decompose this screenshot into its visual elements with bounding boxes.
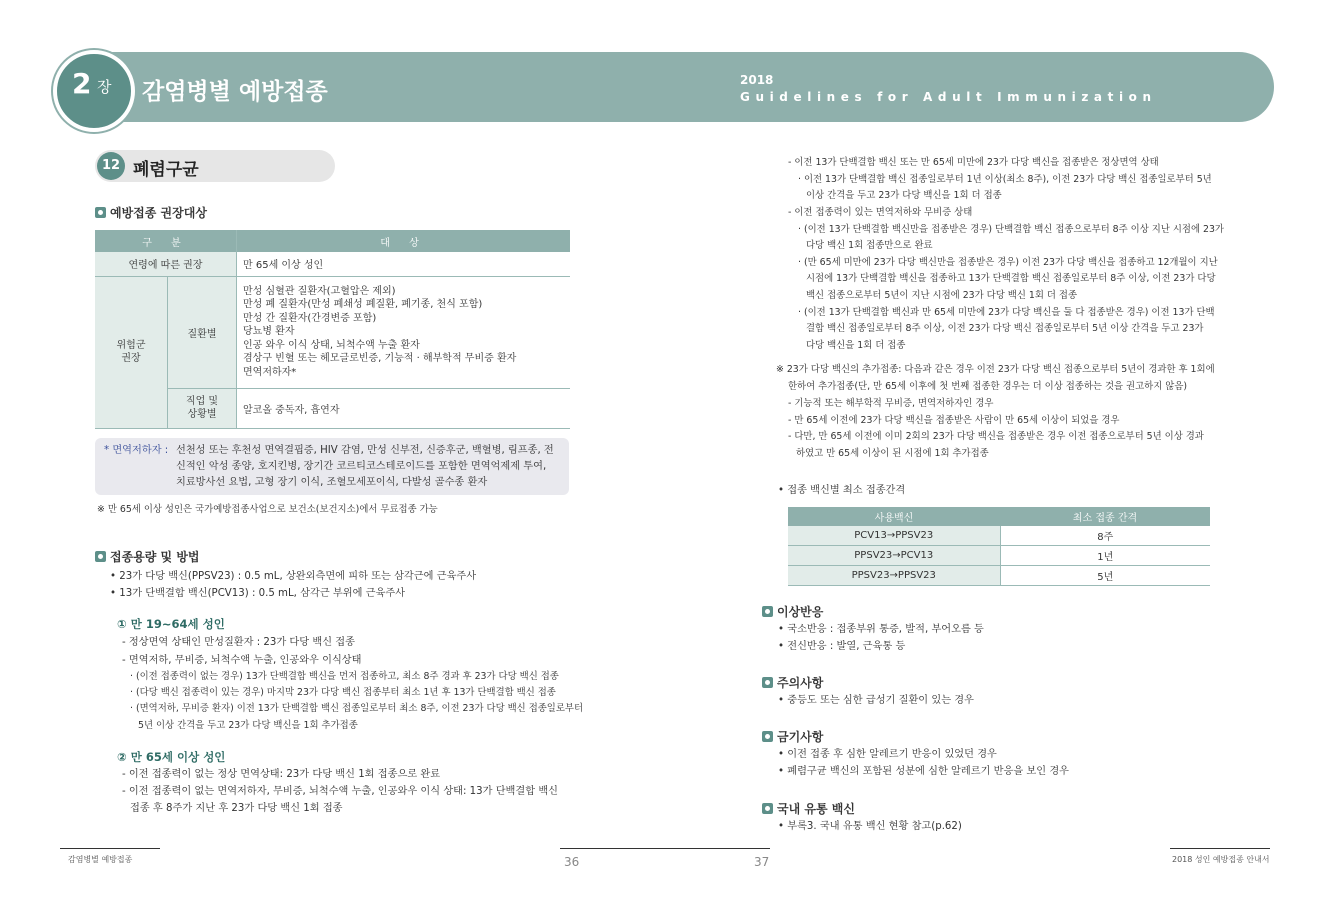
recommend-heading: 예방접종 권장대상	[95, 204, 207, 221]
caution-heading: 주의사항	[762, 674, 823, 691]
page-number-right: 37	[754, 855, 770, 869]
list-item: · (다당 백신 접종력이 있는 경우) 마지막 23가 다당 백신 접종부터 최소 1년 후 13가 단백결합 백신 접종	[130, 687, 556, 698]
footer-right-text: 2018 성인 예방접종 안내서	[1172, 855, 1270, 864]
vaccine-cell: PPSV23→PPSV23	[788, 566, 1000, 586]
list-item: 결합 백신 접종일로부터 8주 이상, 이전 23가 다당 백신 접종일로부터 5년 이상 간격을 두고 23가	[806, 323, 1204, 334]
chapter-number: 2	[72, 67, 92, 100]
vaccine-cell: PPSV23→PCV13	[788, 546, 1000, 566]
section-pill	[95, 150, 335, 182]
list-item: • 폐렴구균 백신의 포함된 성분에 심한 알레르기 반응을 보인 경우	[778, 766, 1070, 777]
header-year: 2018	[740, 73, 774, 87]
list-item: 다당 백신 1회 접종만으로 완료	[806, 240, 933, 251]
table-header-target: 대 상	[237, 230, 571, 252]
section-bullet-icon	[762, 606, 773, 617]
dose-heading: 접종용량 및 방법	[95, 548, 200, 565]
note-line: 치료방사선 요법, 고형 장기 이식, 조혈모세포이식, 다발성 골수종 환자	[176, 477, 488, 488]
section-bullet-icon	[762, 731, 773, 742]
list-item: · (이전 13가 단백결합 백신과 만 65세 미만에 23가 다당 백신을 둘 다 접종받은 경우) 이전 13가 단백	[798, 307, 1215, 318]
list-item: - 기능적 또는 해부학적 무비증, 면역저하자인 경우	[788, 398, 994, 409]
table-header-vaccine: 사용백신	[788, 507, 1000, 526]
subheading-19-64: ① 만 19~64세 성인	[117, 617, 225, 631]
table-row	[788, 546, 1210, 566]
recommend-table	[95, 230, 570, 429]
section-bullet-icon	[95, 551, 106, 562]
header-guideline: Guidelines for Adult Immunization	[740, 90, 1157, 104]
chapter-badge	[53, 50, 135, 132]
list-item: - 이전 접종력이 없는 면역저하자, 무비증, 뇌척수액 누출, 인공와우 이식 상태: 13가 단백결합 백신	[122, 786, 559, 797]
list-item: • 국소반응 : 접종부위 통증, 발적, 부어오름 등	[778, 624, 984, 635]
list-item: • 부록3. 국내 유통 백신 현황 참고(p.62)	[778, 821, 962, 832]
list-item: - 정상면역 상태인 만성질환자 : 23가 다당 백신 접종	[122, 637, 355, 648]
list-item: 이상 간격을 두고 23가 다당 백신을 1회 더 접종	[806, 190, 1002, 201]
list-item: · (면역저하, 무비증 환자) 이전 13가 단백결합 백신 접종일로부터 최소 8주, 이전 23가 다당 백신 접종일로부터	[130, 703, 584, 714]
list-item: · (이전 13가 단백결합 백신만을 접종받은 경우) 단백결합 백신 접종으로부터 8주 이상 지난 시점에 23가	[798, 224, 1224, 235]
subheading-65-plus: ② 만 65세 이상 성인	[117, 750, 226, 764]
footer-rule-center	[560, 848, 770, 849]
chapter-title: 감염병별 예방접종	[142, 79, 328, 105]
risk-group-label: 위험군 권장	[95, 276, 168, 428]
footer-rule-right	[1170, 848, 1270, 849]
job-value: 알코올 중독자, 흡연자	[237, 388, 571, 428]
contraindication-heading: 금기사항	[762, 728, 823, 745]
list-item: • 13가 단백결합 백신(PCV13) : 0.5 mL, 삼각근 부위에 근육주사	[110, 588, 406, 599]
section-title: 폐렴구균	[133, 160, 199, 180]
section-bullet-icon	[95, 207, 106, 218]
list-item: 한하여 추가접종(단, 만 65세 이후에 첫 번째 접종한 경우는 더 이상 접종하는 것을 권고하지 않음)	[788, 381, 1188, 392]
section-bullet-icon	[762, 677, 773, 688]
list-item: 하였고 만 65세 이상이 된 시점에 1회 추가접종	[796, 448, 989, 459]
adverse-heading: 이상반응	[762, 603, 823, 620]
list-item: • 이전 접종 후 심한 알레르기 반응이 있었던 경우	[778, 749, 997, 760]
table-row	[788, 526, 1210, 546]
list-item: - 다만, 만 65세 이전에 이미 2회의 23가 다당 백신을 접종받은 경우 이전 접종으로부터 5년 이상 경과	[788, 431, 1204, 442]
section-bullet-icon	[762, 803, 773, 814]
interval-table	[788, 507, 1210, 586]
list-item: 다당 백신을 1회 더 접종	[806, 340, 906, 351]
list-item: 백신 접종으로부터 5년이 지난 시점에 23가 다당 백신 1회 더 접종	[806, 290, 1078, 301]
disease-list: 만성 심혈관 질환자(고혈압은 제외) 만성 폐 질환자(만성 폐쇄성 폐질환, 폐기종, 천식 포함) 만성 간 질환자(간경변증 포함) 당뇨병 환자 인공 와우 이식 상태, 뇌척수액 누출 환자 겸상구 빈혈 또는 헤모글로빈증, 기능적 · 해부학적 무비증 환자 면역저하자*	[237, 276, 571, 388]
table-row	[95, 252, 570, 276]
domestic-vaccine-heading: 국내 유통 백신	[762, 800, 855, 817]
note-line: 선천성 또는 후천성 면역결핍증, HIV 감염, 만성 신부전, 신증후군, 백혈병, 림프종, 전	[176, 445, 554, 456]
page-number-left: 36	[564, 855, 580, 869]
list-item: 접종 후 8주가 지난 후 23가 다당 백신 1회 접종	[130, 803, 343, 814]
list-item: · (만 65세 미만에 23가 다당 백신만을 접종받은 경우) 이전 23가 다당 백신을 접종하고 12개월이 지난	[798, 257, 1218, 268]
disease-label: 질환별	[168, 276, 237, 388]
row-age-label: 연령에 따른 권장	[95, 252, 237, 276]
note-line: 신적인 악성 종양, 호지킨병, 장기간 코르티코스테로이드를 포함한 면역억제제 투여,	[176, 461, 547, 472]
booster-note: ※ 23가 다당 백신의 추가접종: 다음과 같은 경우 이전 23가 다당 백신 접종으로부터 5년이 경과한 후 1회에	[776, 364, 1215, 375]
list-item: - 이전 13가 단백결합 백신 또는 만 65세 미만에 23가 다당 백신을 접종받은 정상면역 상태	[788, 157, 1159, 168]
chapter-suffix: 장	[97, 78, 112, 96]
list-item: - 이전 접종력이 없는 정상 면역상태: 23가 다당 백신 1회 접종으로 완료	[122, 769, 441, 780]
interval-cell: 5년	[1000, 566, 1210, 586]
free-vaccination-note: ※ 만 65세 이상 성인은 국가예방접종사업으로 보건소(보건지소)에서 무료접종 가능	[97, 504, 438, 515]
table-row	[788, 566, 1210, 586]
footer-left-text: 감염병별 예방접종	[68, 855, 133, 864]
list-item: · (이전 접종력이 없는 경우) 13가 단백결합 백신을 먼저 접종하고, 최소 8주 경과 후 23가 다당 백신 접종	[130, 671, 559, 682]
table-header-interval: 최소 접종 간격	[1000, 507, 1210, 526]
note-label: * 면역저하자 :	[104, 445, 169, 456]
job-label: 직업 및 상황별	[168, 388, 237, 428]
list-item: 시점에 13가 단백결합 백신을 접종하고 13가 단백결합 백신 접종일로부터 8주 이상, 이전 23가 다당	[806, 273, 1216, 284]
interval-cell: 8주	[1000, 526, 1210, 546]
footer-rule-left	[60, 848, 160, 849]
interval-cell: 1년	[1000, 546, 1210, 566]
list-item: - 이전 접종력이 있는 면역저하와 무비증 상태	[788, 207, 973, 218]
list-item: • 23가 다당 백신(PPSV23) : 0.5 mL, 상완외측면에 피하 또는 삼각근에 근육주사	[110, 571, 477, 582]
row-age-value: 만 65세 이상 성인	[237, 252, 571, 276]
list-item: - 만 65세 이전에 23가 다당 백신을 접종받은 사람이 만 65세 이상이 되었을 경우	[788, 415, 1120, 426]
interval-heading: • 접종 백신별 최소 접종간격	[778, 485, 906, 496]
list-item: · 이전 13가 단백결합 백신 접종일로부터 1년 이상(최소 8주), 이전 23가 다당 백신 접종일로부터 5년	[798, 174, 1212, 185]
table-row	[95, 276, 570, 388]
vaccine-cell: PCV13→PPSV23	[788, 526, 1000, 546]
list-item: - 면역저하, 무비증, 뇌척수액 누출, 인공와우 이식상태	[122, 655, 362, 666]
list-item: • 전신반응 : 발열, 근육통 등	[778, 641, 906, 652]
section-number: 12	[97, 152, 125, 180]
list-item: • 중등도 또는 심한 급성기 질환이 있는 경우	[778, 695, 974, 706]
table-header-category: 구 분	[95, 230, 237, 252]
list-item: 5년 이상 간격을 두고 23가 다당 백신을 1회 추가접종	[138, 720, 358, 731]
